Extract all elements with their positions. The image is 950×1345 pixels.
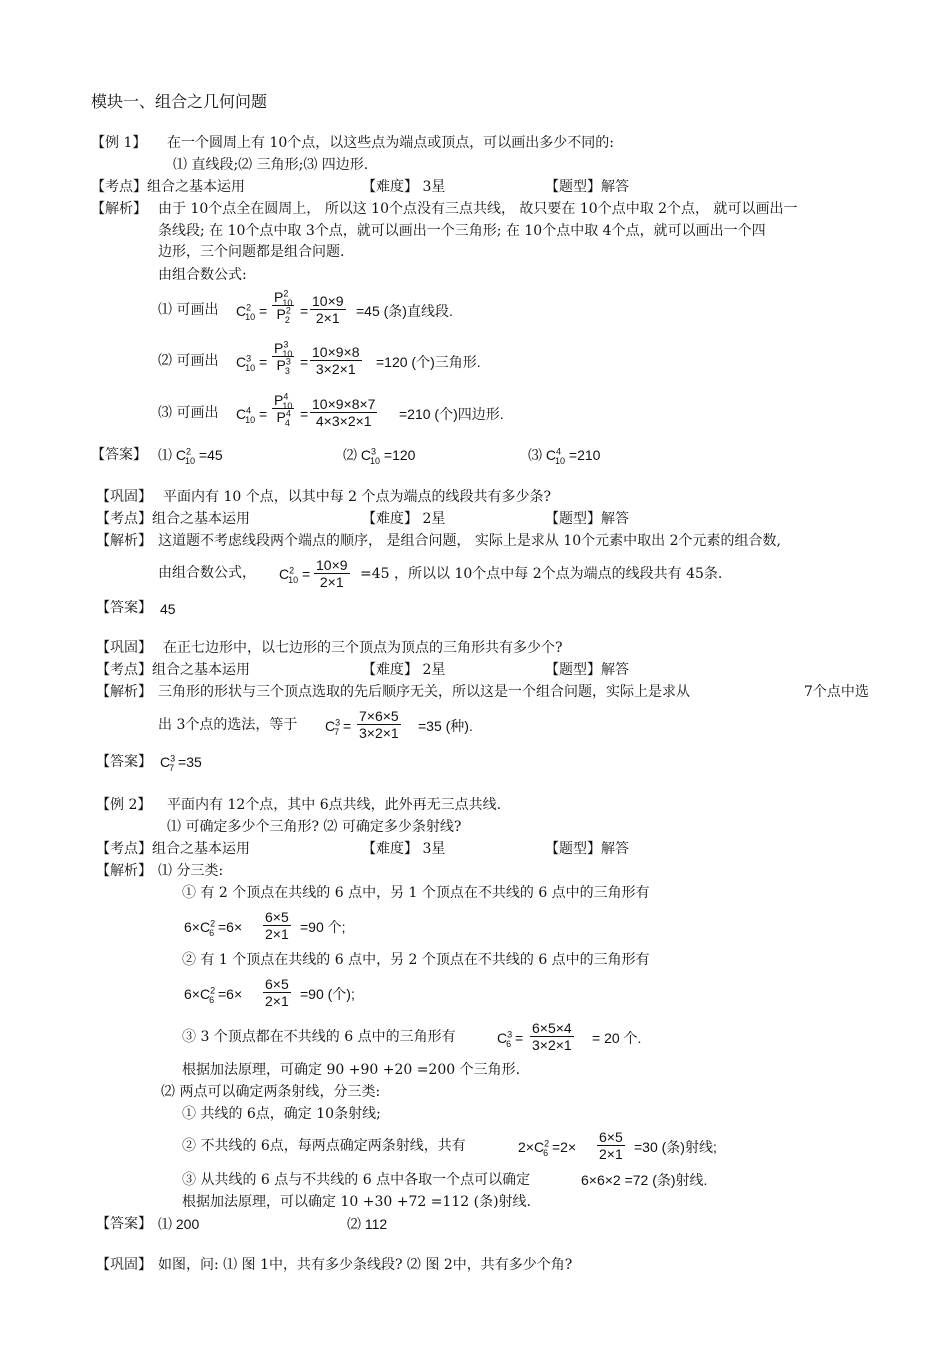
analysis-text: 条线段; 在 10个点中取 3个点，就可以画出一个三角形; 在 10个点中取 4个点，就可以画出一个四 <box>158 223 766 239</box>
analysis-tag: 【解析】 <box>96 684 152 700</box>
formula: $6\times C^2_6 =6\times$ <box>184 918 243 938</box>
combination-symbol: $C^3_7$ = <box>325 717 352 737</box>
formula-result: =90 (个); <box>300 986 355 1002</box>
difficulty-label: 【难度】 3星 <box>362 841 446 857</box>
formula-prefix: ⑴ 可画出 <box>158 302 219 318</box>
formula-result: =45 (条)直线段. <box>356 303 453 319</box>
answer: $C^3_7 =35$ <box>160 753 202 773</box>
analysis-text: ⑴ 分三类: <box>158 863 224 879</box>
analysis-text: 边形，三个问题都是组合问题. <box>158 244 345 260</box>
topic-label: 【考点】组合之基本运用 <box>96 511 250 527</box>
equals: = <box>300 303 309 319</box>
formula-result: =30 (条)射线; <box>634 1139 717 1155</box>
difficulty-label: 【难度】 2星 <box>362 511 446 527</box>
formula: $2\times C^2_6 =2\times$ <box>518 1138 577 1158</box>
analysis-text: 由于 10个点全在圆周上， 所以这 10个点没有三点共线， 故只要在 10个点中取 2个点， 就可以画出一 <box>158 201 798 217</box>
analysis-text: =45 ，所以以 10个点中每 2个点为端点的线段共有 45条. <box>360 566 723 582</box>
formula: $6\times C^2_6 =6\times$ <box>184 985 243 1005</box>
answer-1: ⑴ 200 <box>158 1216 200 1232</box>
formula-result: = 20 个. <box>592 1030 642 1046</box>
analysis-text: 根据加法原理，可确定 90 +90 +20 =200 个三角形. <box>182 1062 521 1078</box>
fraction: $\frac{6\times 5\times 4}{3\times 2\times 1}$ <box>532 1020 572 1054</box>
practice-tag: 【巩固】 <box>96 640 152 656</box>
question-text: 在正七边形中，以七边形的三个顶点为顶点的三角形共有多少个? <box>163 640 563 656</box>
fraction: $\frac{6\times 5}{2\times 1}$ <box>599 1129 623 1163</box>
type-label: 【题型】解答 <box>545 662 629 678</box>
analysis-text: 由组合数公式， <box>158 565 256 581</box>
example-tag: 【例 1】 <box>91 135 147 151</box>
topic-label: 【考点】组合之基本运用 <box>91 179 245 195</box>
answer-tag: 【答案】 <box>96 754 152 770</box>
fraction: $\frac{P^2_{10}}{P^2_2}$ <box>274 288 293 325</box>
fraction: $\frac{P^4_{10}}{P^4_4}$ <box>274 391 293 428</box>
analysis-text: 这道题不考虑线段两个端点的顺序， 是组合问题， 实际上是求从 10个元素中取出 2个元素的组合数, <box>158 533 781 549</box>
answer-3: ⑶ $C^4_{10} =210$ <box>528 446 601 466</box>
topic-label: 【考点】组合之基本运用 <box>96 662 250 678</box>
formula-result: 6×6×2 =72 (条)射线. <box>581 1172 708 1188</box>
analysis-tag: 【解析】 <box>96 533 152 549</box>
module-title: 模块一、组合之几何问题 <box>91 92 268 111</box>
combination-symbol: $C^2_{10}$ = <box>236 302 268 322</box>
analysis-text: 出 3个点的选法，等于 <box>158 717 298 733</box>
formula-prefix: ⑶ 可画出 <box>158 405 219 421</box>
formula-result: =210 (个)四边形. <box>399 406 504 422</box>
combination-symbol: $C^4_{10}$ = <box>236 405 268 425</box>
fraction: $\frac{6\times 5}{2\times 1}$ <box>265 976 289 1010</box>
analysis-text: ① 有 2 个顶点在共线的 6 点中，另 1 个顶点在不共线的 6 点中的三角形有 <box>182 885 650 901</box>
analysis-text: ③ 从共线的 6 点与不共线的 6 点中各取一个点可以确定 <box>182 1172 531 1188</box>
formula-result: =120 (个)三角形. <box>376 354 481 370</box>
type-label: 【题型】解答 <box>545 511 629 527</box>
analysis-text: 根据加法原理，可以确定 10 +30 +72 =112 (条)射线. <box>182 1194 531 1210</box>
answer-tag: 【答案】 <box>96 1216 152 1232</box>
answer-2: ⑵ $C^3_{10} =120$ <box>343 446 416 466</box>
type-label: 【题型】解答 <box>545 179 629 195</box>
example-tag: 【例 2】 <box>96 797 152 813</box>
answer: 45 <box>160 601 176 617</box>
answer-tag: 【答案】 <box>91 447 147 463</box>
difficulty-label: 【难度】 2星 <box>362 662 446 678</box>
topic-label: 【考点】组合之基本运用 <box>96 841 250 857</box>
analysis-text: 由组合数公式: <box>158 267 247 283</box>
formula-result: =35 (种). <box>418 718 473 734</box>
question-text: 在一个圆周上有 10个点，以这些点为端点或顶点，可以画出多少不同的: <box>167 135 614 151</box>
analysis-text: ② 不共线的 6点，每两点确定两条射线，共有 <box>182 1138 466 1154</box>
analysis-text: 7个点中选 <box>804 684 869 700</box>
fraction: $\frac{6\times 5}{2\times 1}$ <box>265 909 289 943</box>
analysis-text: 三角形的形状与三个顶点选取的先后顺序无关，所以这是一个组合问题，实际上是求从 <box>158 684 690 700</box>
question-parts: ⑴ 可确定多少个三角形? ⑵ 可确定多少条射线? <box>167 819 462 835</box>
fraction: $\frac{P^3_{10}}{P^3_3}$ <box>274 339 293 376</box>
equals: = <box>300 354 309 370</box>
difficulty-label: 【难度】 3星 <box>362 179 446 195</box>
analysis-text: ⑵ 两点可以确定两条射线，分三类: <box>161 1084 381 1100</box>
question-text: 如图，问: ⑴ 图 1中，共有多少条线段? ⑵ 图 2中，共有多少个角? <box>158 1257 573 1273</box>
analysis-text: ① 共线的 6点，确定 10条射线; <box>182 1106 381 1122</box>
answer-1: ⑴ $C^2_{10} =45$ <box>158 446 223 466</box>
practice-tag: 【巩固】 <box>96 489 152 505</box>
analysis-tag: 【解析】 <box>96 863 152 879</box>
analysis-text: ③ 3 个顶点都在不共线的 6 点中的三角形有 <box>182 1029 456 1045</box>
fraction: $\frac{7\times 6\times 5}{3\times 2\times 1}$ <box>359 708 399 742</box>
fraction: $\frac{10\times 9\times 8\times 7}{4\times 3\times 2\times 1}$ <box>312 396 376 430</box>
analysis-text: ② 有 1 个顶点在共线的 6 点中，另 2 个顶点在不共线的 6 点中的三角形有 <box>182 952 650 968</box>
analysis-tag: 【解析】 <box>91 201 147 217</box>
question-text: 平面内有 10 个点，以其中每 2 个点为端点的线段共有多少条? <box>163 489 552 505</box>
type-label: 【题型】解答 <box>545 841 629 857</box>
combination-symbol: $C^3_{10}$ = <box>236 353 268 373</box>
formula-result: =90 个; <box>300 919 346 935</box>
fraction: $\frac{10\times 9}{2\times 1}$ <box>316 557 348 591</box>
formula-prefix: ⑵ 可画出 <box>158 353 219 369</box>
fraction: $\frac{10\times 9\times 8}{3\times 2\times 1}$ <box>312 344 360 378</box>
combination-symbol: $C^3_6$ = <box>497 1029 524 1049</box>
answer-2: ⑵ 112 <box>347 1216 388 1232</box>
question-text: 平面内有 12个点，其中 6点共线，此外再无三点共线. <box>167 797 502 813</box>
combination-symbol: $C^2_{10}$ = <box>279 565 311 585</box>
fraction: $\frac{10\times 9}{2\times 1}$ <box>312 293 344 327</box>
answer-tag: 【答案】 <box>96 600 152 616</box>
equals: = <box>300 406 309 422</box>
question-parts: ⑴ 直线段;⑵ 三角形;⑶ 四边形. <box>173 157 369 173</box>
practice-tag: 【巩固】 <box>96 1257 152 1273</box>
